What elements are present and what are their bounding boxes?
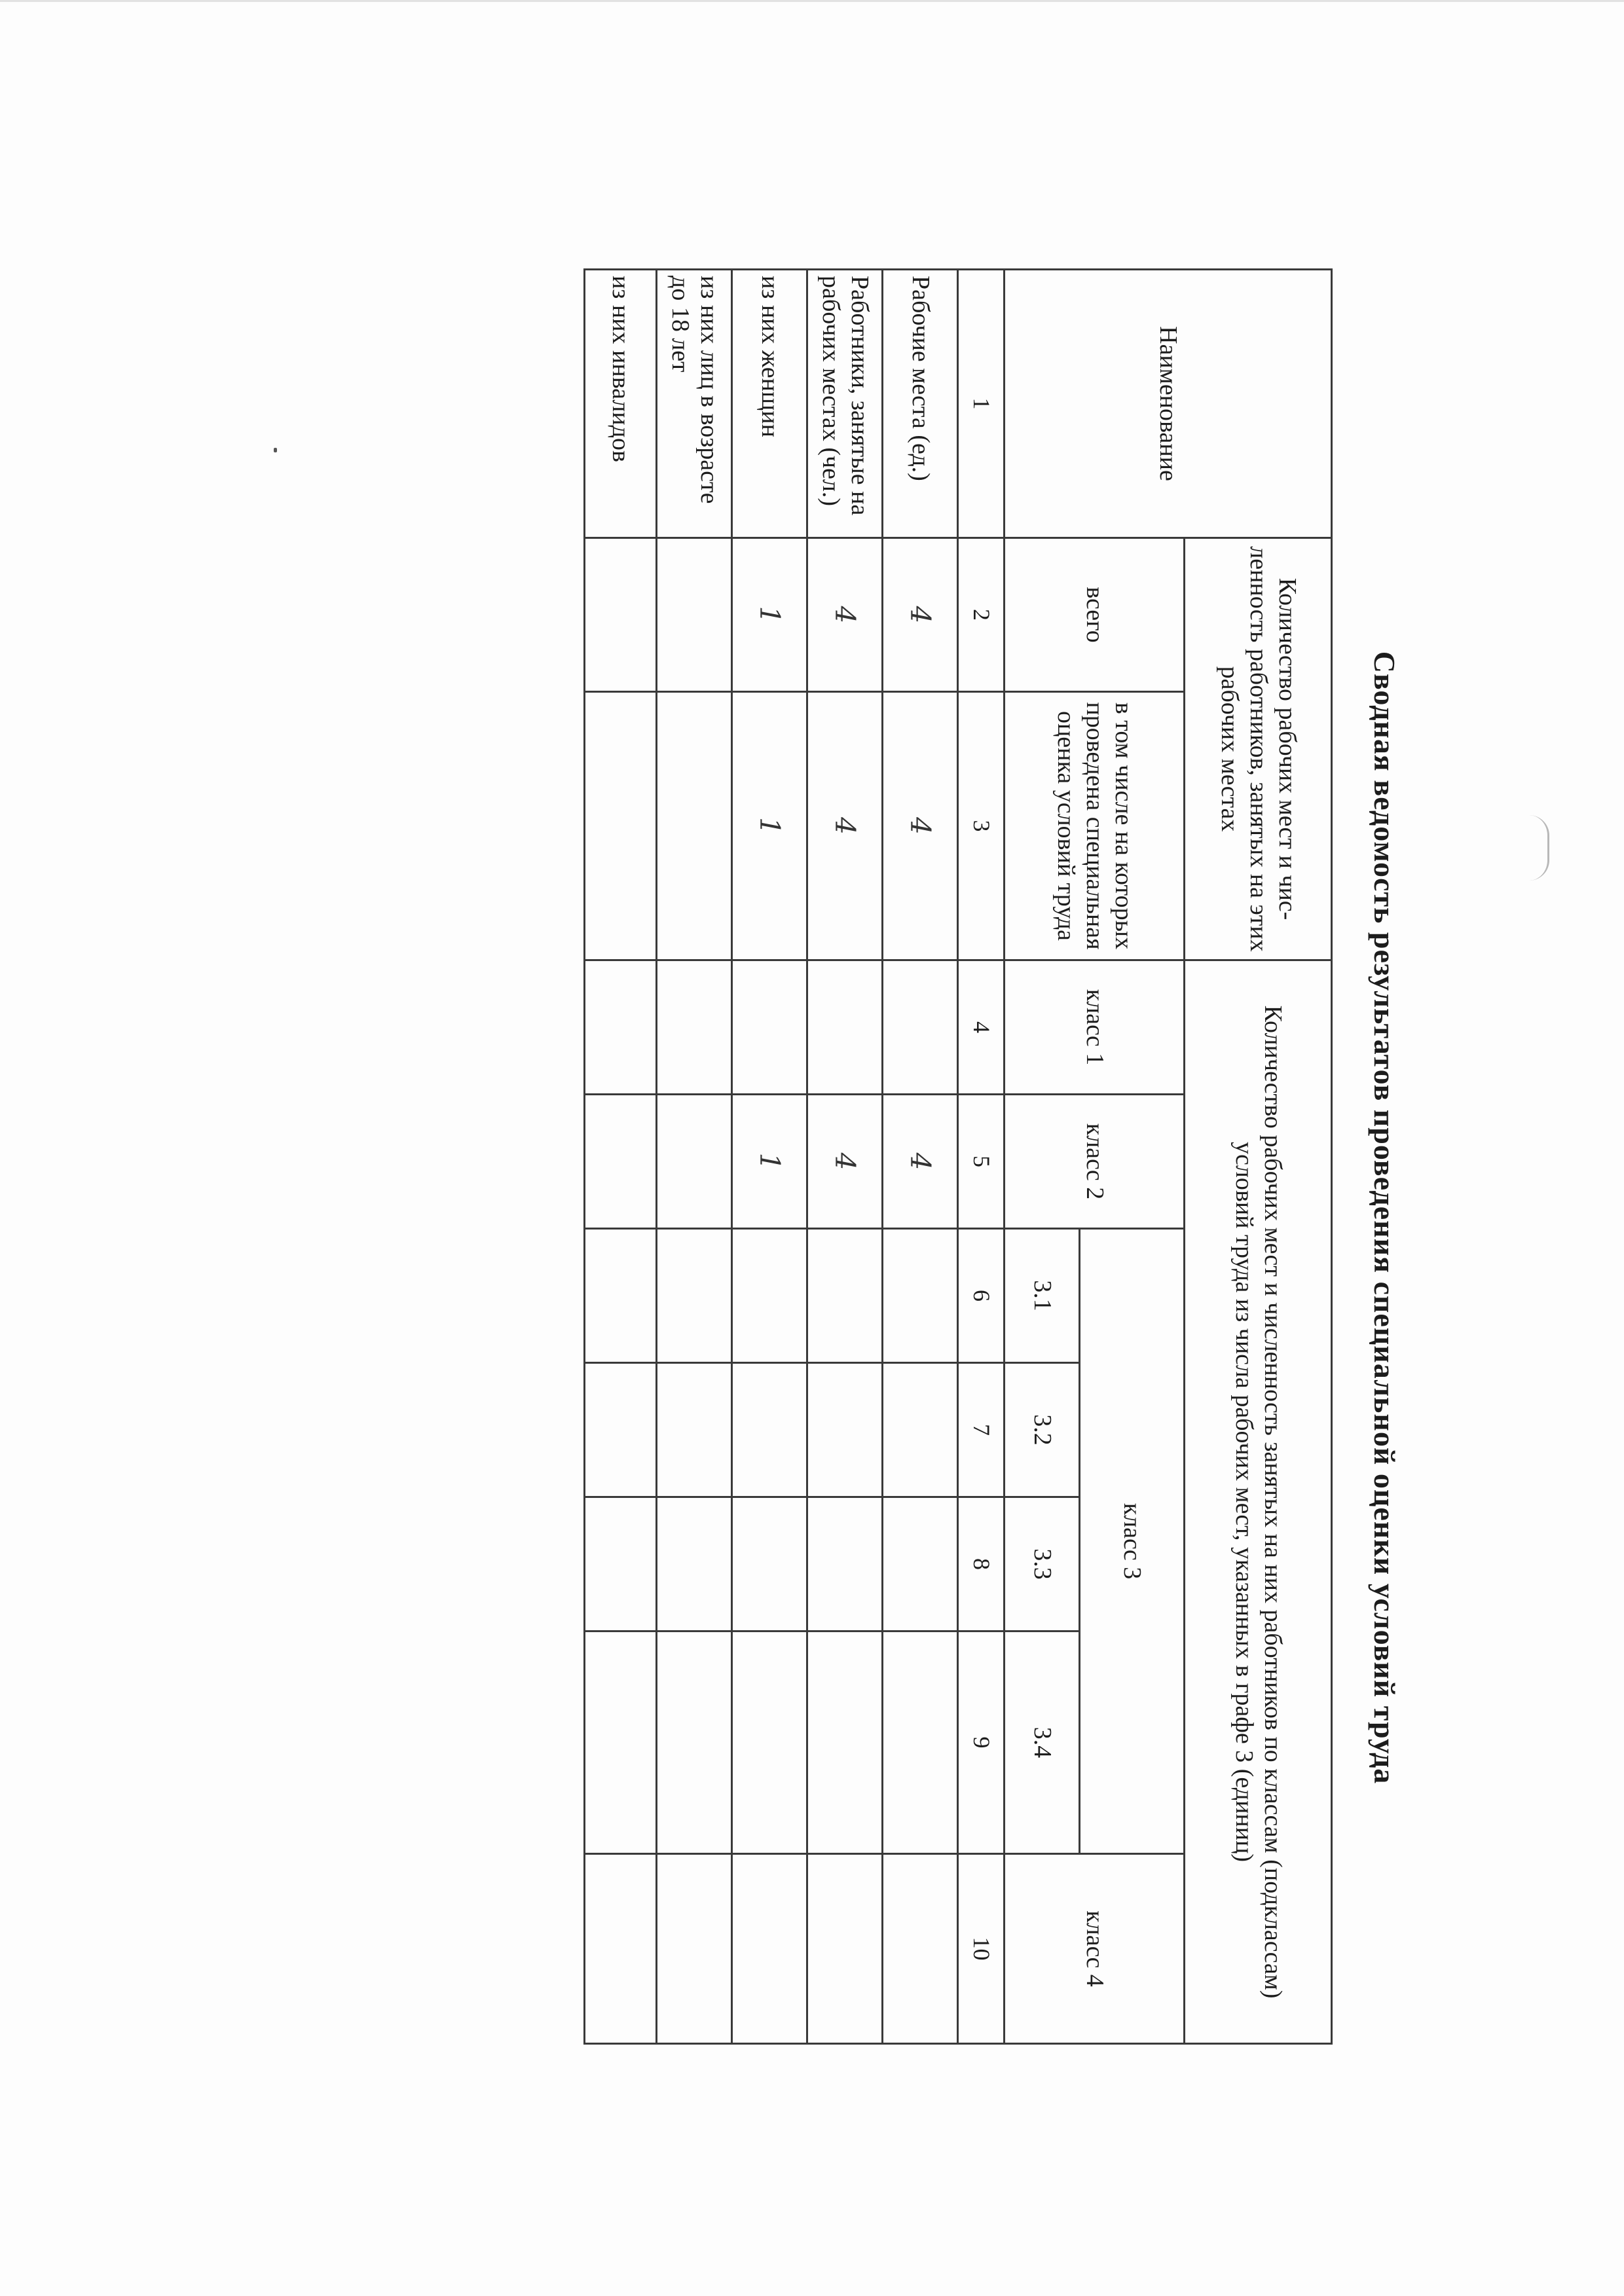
punch-hole-mark bbox=[1529, 815, 1549, 881]
table-cell bbox=[732, 1854, 807, 2044]
table-row-disabled bbox=[585, 270, 657, 2044]
document-title: Сводная ведомость результатов проведения специальной оценки условий труда bbox=[1368, 651, 1402, 1785]
table-row-workplaces bbox=[883, 270, 958, 2044]
table-cell bbox=[585, 1095, 657, 1229]
header-class-4: класс 4 bbox=[1005, 1854, 1185, 2044]
table-cell bbox=[883, 1497, 958, 1631]
table-cell bbox=[585, 1229, 657, 1363]
table-cell bbox=[585, 1631, 657, 1854]
table-cell: 4 bbox=[883, 692, 958, 960]
table-cell bbox=[807, 1363, 883, 1497]
table-cell bbox=[657, 960, 732, 1095]
header-subclass-3-2: 3.2 bbox=[1005, 1363, 1080, 1497]
header-group-workplaces: Количество рабочих мест и чис-ленность работников, занятых на этих рабочих местах bbox=[1185, 538, 1332, 960]
header-name: Наименование bbox=[1005, 270, 1332, 538]
column-number: 10 bbox=[958, 1854, 1005, 2044]
row-label: из них лиц в возрасте до 18 лет bbox=[657, 270, 732, 538]
table-cell bbox=[657, 692, 732, 960]
column-number: 3 bbox=[958, 692, 1005, 960]
table-row-workers bbox=[807, 270, 883, 2044]
table-cell bbox=[657, 1095, 732, 1229]
table-cell: 4 bbox=[807, 692, 883, 960]
column-number: 5 bbox=[958, 1095, 1005, 1229]
row-label: Рабочие места (ед.) bbox=[883, 270, 958, 538]
header-subclass-3-3: 3.3 bbox=[1005, 1497, 1080, 1631]
header-row-1 bbox=[1185, 270, 1332, 2044]
table-cell bbox=[807, 1854, 883, 2044]
table-cell: 4 bbox=[807, 538, 883, 692]
column-number: 7 bbox=[958, 1363, 1005, 1497]
table-cell bbox=[585, 1363, 657, 1497]
header-assessed: в том числе на которых проведена специальная оценка условий труда bbox=[1005, 692, 1185, 960]
column-number: 8 bbox=[958, 1497, 1005, 1631]
table-cell bbox=[807, 1229, 883, 1363]
column-number: 1 bbox=[958, 270, 1005, 538]
table-cell bbox=[807, 1631, 883, 1854]
header-total: всего bbox=[1005, 538, 1185, 692]
header-subclass-3-1: 3.1 bbox=[1005, 1229, 1080, 1363]
header-class-3: класс 3 bbox=[1080, 1229, 1185, 1854]
row-label: из них женщин bbox=[732, 270, 807, 538]
summary-table bbox=[583, 268, 1333, 2045]
column-number-row bbox=[958, 270, 1005, 2044]
table-cell bbox=[585, 960, 657, 1095]
table-row-minors bbox=[657, 270, 732, 2044]
table-cell bbox=[807, 1497, 883, 1631]
table-cell bbox=[732, 1497, 807, 1631]
table-row-women bbox=[732, 270, 807, 2044]
table-cell bbox=[585, 692, 657, 960]
row-label: из них инвалидов bbox=[585, 270, 657, 538]
table-cell bbox=[732, 1631, 807, 1854]
table-cell bbox=[883, 1854, 958, 2044]
table-cell: 4 bbox=[807, 1095, 883, 1229]
table-cell bbox=[585, 1854, 657, 2044]
table-cell bbox=[657, 1497, 732, 1631]
table-cell: 1 bbox=[732, 1095, 807, 1229]
table-cell bbox=[883, 1631, 958, 1854]
column-number: 4 bbox=[958, 960, 1005, 1095]
scan-edge bbox=[0, 0, 1624, 2]
table-cell bbox=[657, 1631, 732, 1854]
table-cell bbox=[732, 960, 807, 1095]
column-number: 2 bbox=[958, 538, 1005, 692]
table-cell: 4 bbox=[883, 538, 958, 692]
header-class-1: класс 1 bbox=[1005, 960, 1185, 1095]
table-cell: 4 bbox=[883, 1095, 958, 1229]
row-label: Работники, занятые на рабочих местах (чел.) bbox=[807, 270, 883, 538]
column-number: 9 bbox=[958, 1631, 1005, 1854]
table-cell bbox=[883, 960, 958, 1095]
table-cell bbox=[657, 1363, 732, 1497]
header-class-2: класс 2 bbox=[1005, 1095, 1185, 1229]
column-number: 6 bbox=[958, 1229, 1005, 1363]
rotated-document bbox=[406, 223, 1428, 2213]
table-cell bbox=[585, 1497, 657, 1631]
header-group-classes: Количество рабочих мест и численность занятых на них работников по классам (подклассам) условий труда из числа рабочих мест, указанных в графе 3 (единиц) bbox=[1185, 960, 1332, 2044]
table-cell bbox=[883, 1229, 958, 1363]
scan-speck bbox=[274, 448, 277, 452]
table-cell bbox=[585, 538, 657, 692]
table-cell bbox=[657, 1229, 732, 1363]
table-cell bbox=[657, 538, 732, 692]
table-cell bbox=[732, 1229, 807, 1363]
header-subclass-3-4: 3.4 bbox=[1005, 1631, 1080, 1854]
table-cell bbox=[732, 1363, 807, 1497]
table-cell bbox=[807, 960, 883, 1095]
table-cell: 1 bbox=[732, 538, 807, 692]
table-cell: 1 bbox=[732, 692, 807, 960]
table-cell bbox=[657, 1854, 732, 2044]
table-cell bbox=[883, 1363, 958, 1497]
